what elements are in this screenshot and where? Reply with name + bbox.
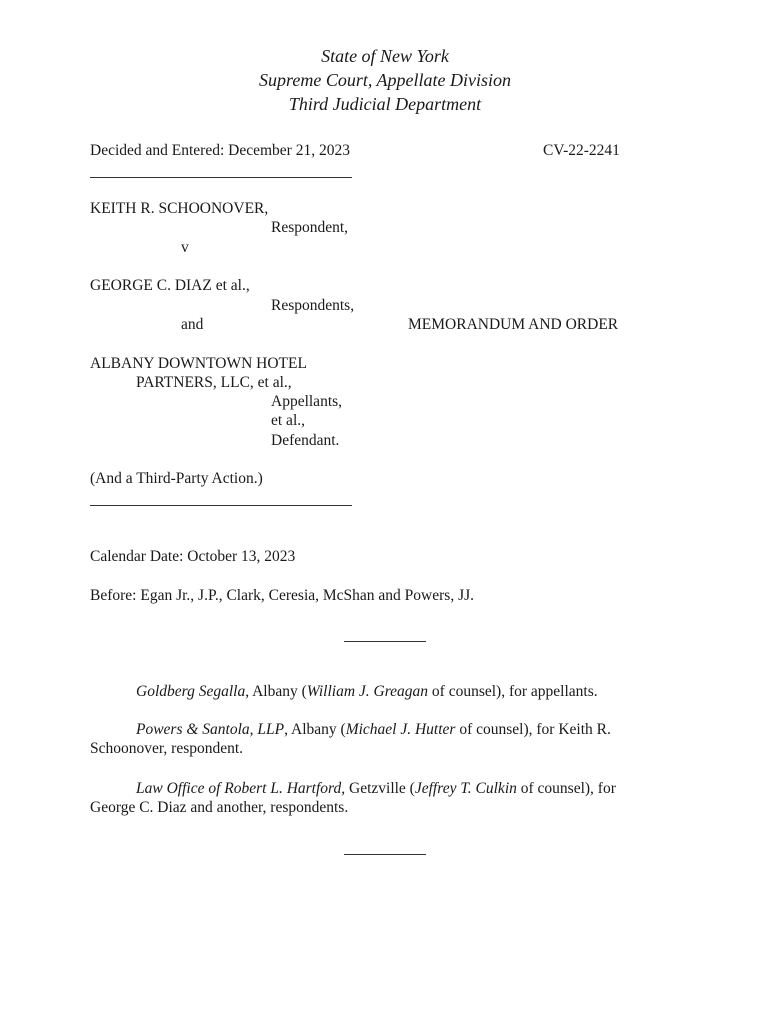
versus-label: v (181, 239, 189, 256)
caption-top-rule (90, 177, 352, 178)
calendar-date: Calendar Date: October 13, 2023 (90, 548, 296, 565)
party3-extra-role: Defendant. (271, 432, 340, 449)
document-type-title: MEMORANDUM AND ORDER (408, 316, 619, 333)
party3-name-line2: PARTNERS, LLC, et al., (136, 374, 292, 391)
party3-role: Appellants, (271, 393, 343, 410)
counsel-attorney: Michael J. Hutter (345, 721, 456, 738)
counsel-location: , Getzville ( (341, 780, 415, 797)
counsel-firm: Powers & Santola, LLP (136, 721, 285, 738)
counsel-role: of counsel), for appellants. (428, 683, 598, 700)
panel-justices: Before: Egan Jr., J.P., Clark, Ceresia, McShan and Powers, JJ. (90, 587, 475, 604)
counsel-appellants (90, 682, 650, 701)
caption-bottom-rule (90, 505, 352, 506)
court-state-heading: State of New York (321, 46, 449, 66)
court-name-heading: Supreme Court, Appellate Division (259, 70, 511, 90)
party3-extra: et al., (271, 412, 305, 429)
section-divider-2 (344, 854, 426, 855)
counsel-location: , Albany ( (245, 683, 307, 700)
party3-name-line1: ALBANY DOWNTOWN HOTEL (90, 355, 307, 372)
party1-name: KEITH R. SCHOONOVER, (90, 200, 269, 217)
counsel-firm: Goldberg Segalla (136, 683, 246, 700)
counsel-attorney: William J. Greagan (306, 683, 429, 700)
counsel-location: , Albany ( (284, 721, 346, 738)
counsel-firm: Law Office of Robert L. Hartford (136, 780, 342, 797)
party2-role: Respondents, (271, 297, 355, 314)
party2-name: GEORGE C. DIAZ et al., (90, 277, 250, 294)
counsel-role: of counsel), for George C. Diaz and another, respondents. (90, 780, 616, 816)
decided-entered-date: Decided and Entered: December 21, 2023 (90, 142, 350, 159)
and-label: and (181, 316, 204, 333)
case-number: CV-22-2241 (543, 142, 620, 159)
counsel-attorney: Jeffrey T. Culkin (414, 780, 517, 797)
court-department-heading: Third Judicial Department (288, 94, 482, 114)
section-divider-1 (344, 641, 426, 642)
counsel-respondents-diaz (90, 779, 650, 817)
party1-role: Respondent, (271, 219, 349, 236)
counsel-role: of counsel), for Keith R. Schoonover, respondent. (90, 721, 611, 757)
third-party-action-note: (And a Third-Party Action.) (90, 470, 263, 487)
counsel-respondent-schoonover (90, 720, 650, 758)
